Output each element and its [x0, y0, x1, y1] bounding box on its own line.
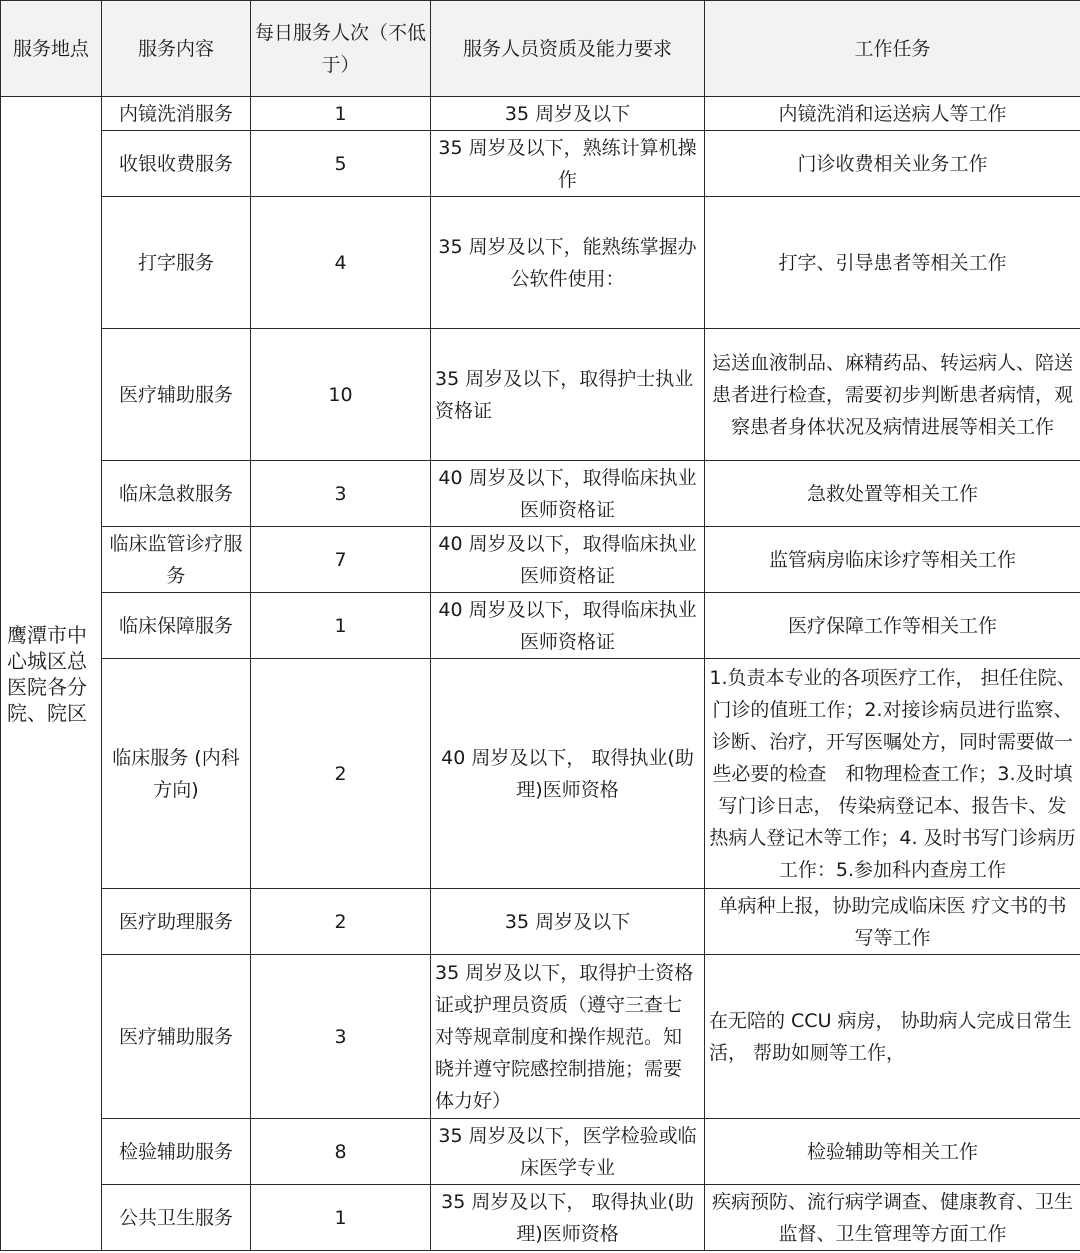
- daily-count-cell: 8: [251, 1119, 431, 1185]
- location-cell: 鹰潭市中心城区总医院各分院、院区: [1, 97, 102, 1251]
- daily-count-cell: 3: [251, 955, 431, 1119]
- table-row: [1, 461, 1080, 527]
- service-content-cell: 医疗助理服务: [102, 889, 251, 955]
- daily-count-cell: 4: [251, 197, 431, 329]
- qualification-cell: 35 周岁及以下，医学检验或临床医学专业: [431, 1119, 705, 1185]
- tasks-cell: 疾病预防、流行病学调查、健康教育、卫生监督、卫生管理等方面工作: [705, 1185, 1080, 1251]
- service-content-cell: 临床保障服务: [102, 593, 251, 659]
- tasks-cell: 1.负责本专业的各项医疗工作， 担任住院、门诊的值班工作；2.对接诊病员进行监察、诊断、治疗，开写医嘱处方，同时需要做一些必要的检查 和物理检查工作；3.及时填写门诊日志， 传染病登记本、报告卡、发热病人登记木等工作；4. 及时书写门诊病历工作：5.参加科内查房工作: [705, 659, 1080, 889]
- tasks-cell: 医疗保障工作等相关工作: [705, 593, 1080, 659]
- table-row: [1, 1185, 1080, 1251]
- table-row: [1, 593, 1080, 659]
- table-row: [1, 659, 1080, 889]
- tasks-cell: 检验辅助等相关工作: [705, 1119, 1080, 1185]
- header-location: 服务地点: [1, 1, 102, 97]
- daily-count-cell: 10: [251, 329, 431, 461]
- qualification-cell: 35 周岁及以下: [431, 97, 705, 131]
- table-row: [1, 889, 1080, 955]
- service-content-cell: 医疗辅助服务: [102, 955, 251, 1119]
- table-row: [1, 527, 1080, 593]
- service-content-cell: 检验辅助服务: [102, 1119, 251, 1185]
- tasks-cell: 单病种上报，协助完成临床医 疗文书的书写等工作: [705, 889, 1080, 955]
- daily-count-cell: 3: [251, 461, 431, 527]
- tasks-cell: 门诊收费相关业务工作: [705, 131, 1080, 197]
- table-row: [1, 329, 1080, 461]
- qualification-cell: 35 周岁及以下，取得护士资格证或护理员资质（遵守三查七对等规章制度和操作规范。知晓并遵守院感控制措施；需要体力好）: [431, 955, 705, 1119]
- table-row: [1, 131, 1080, 197]
- qualification-cell: 35 周岁及以下，能熟练掌握办公软件使用：: [431, 197, 705, 329]
- header-tasks: 工作任务: [705, 1, 1080, 97]
- daily-count-cell: 5: [251, 131, 431, 197]
- header-qualification: 服务人员资质及能力要求: [431, 1, 705, 97]
- daily-count-cell: 1: [251, 1185, 431, 1251]
- service-content-cell: 公共卫生服务: [102, 1185, 251, 1251]
- tasks-cell: 内镜洗消和运送病人等工作: [705, 97, 1080, 131]
- tasks-cell: 急救处置等相关工作: [705, 461, 1080, 527]
- tasks-cell: 监管病房临床诊疗等相关工作: [705, 527, 1080, 593]
- qualification-cell: 35 周岁及以下，取得护士执业资格证: [431, 329, 705, 461]
- service-content-cell: 临床监管诊疗服务: [102, 527, 251, 593]
- service-content-cell: 打字服务: [102, 197, 251, 329]
- tasks-cell: 打字、引导患者等相关工作: [705, 197, 1080, 329]
- daily-count-cell: 2: [251, 889, 431, 955]
- service-content-cell: 内镜洗消服务: [102, 97, 251, 131]
- daily-count-cell: 2: [251, 659, 431, 889]
- table-row: [1, 955, 1080, 1119]
- tasks-cell: 在无陪的 CCU 病房， 协助病人完成日常生活， 帮助如厕等工作，: [705, 955, 1080, 1119]
- tasks-cell: 运送血液制品、麻精药品、转运病人、陪送患者进行检查，需要初步判断患者病情，观察患者身体状况及病情进展等相关工作: [705, 329, 1080, 461]
- header-daily-count: 每日服务人次（不低于）: [251, 1, 431, 97]
- header-content: 服务内容: [102, 1, 251, 97]
- qualification-cell: 40 周岁及以下， 取得执业(助理)医师资格: [431, 659, 705, 889]
- qualification-cell: 40 周岁及以下，取得临床执业医师资格证: [431, 593, 705, 659]
- daily-count-cell: 1: [251, 97, 431, 131]
- service-content-cell: 收银收费服务: [102, 131, 251, 197]
- service-content-cell: 临床服务 (内科方向): [102, 659, 251, 889]
- table-row: [1, 97, 1080, 131]
- qualification-cell: 35 周岁及以下: [431, 889, 705, 955]
- header-row: [1, 1, 1080, 97]
- qualification-cell: 40 周岁及以下，取得临床执业医师资格证: [431, 461, 705, 527]
- table-row: [1, 1119, 1080, 1185]
- qualification-cell: 40 周岁及以下，取得临床执业医师资格证: [431, 527, 705, 593]
- qualification-cell: 35 周岁及以下，熟练计算机操作: [431, 131, 705, 197]
- service-content-cell: 临床急救服务: [102, 461, 251, 527]
- table-row: [1, 197, 1080, 329]
- qualification-cell: 35 周岁及以下， 取得执业(助理)医师资格: [431, 1185, 705, 1251]
- service-content-cell: 医疗辅助服务: [102, 329, 251, 461]
- daily-count-cell: 1: [251, 593, 431, 659]
- daily-count-cell: 7: [251, 527, 431, 593]
